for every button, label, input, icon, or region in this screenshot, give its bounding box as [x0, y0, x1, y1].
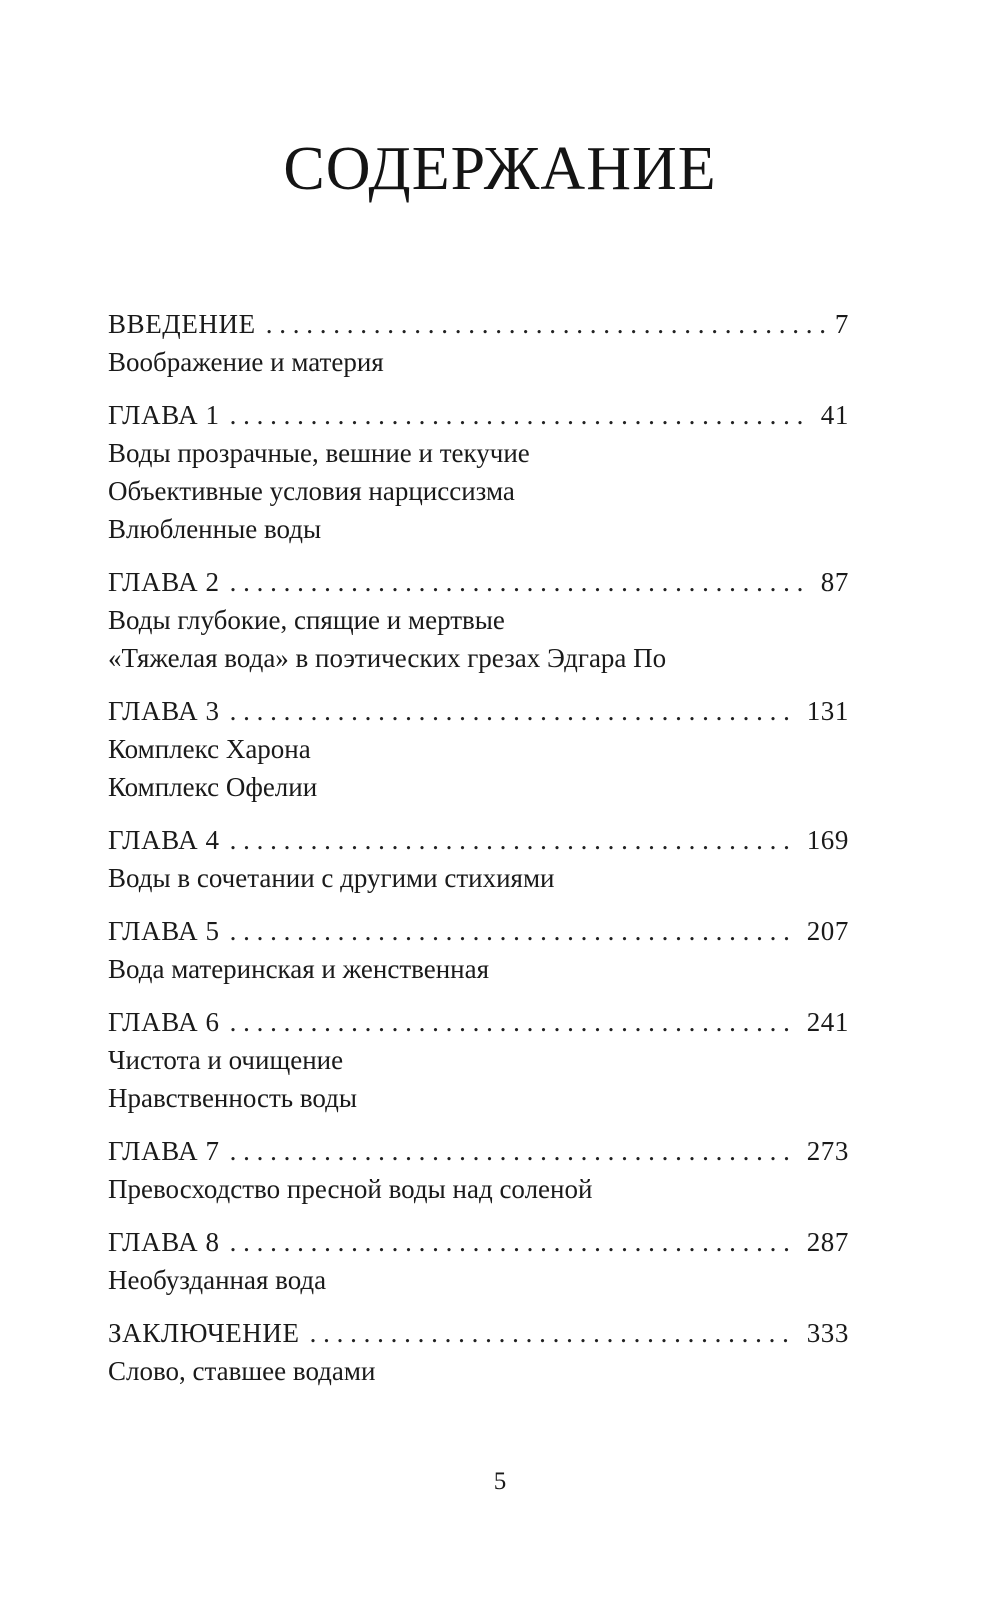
page-number: 5: [493, 1468, 507, 1495]
dot-leader: [230, 821, 797, 859]
toc-heading: ГЛАВА 3: [108, 696, 220, 726]
toc-heading-row: [108, 821, 849, 859]
toc-heading: ГЛАВА 5: [108, 916, 220, 946]
toc-subtitle: Воды прозрачные, вешние и текучие: [108, 438, 530, 468]
dot-leader: [230, 1132, 797, 1170]
dot-leader: [266, 305, 825, 343]
toc-page-number: 169: [806, 825, 849, 855]
toc-entry: [108, 1314, 849, 1390]
toc-page-number: 287: [806, 1227, 849, 1257]
toc-page-number: 131: [806, 696, 849, 726]
toc-subtitle: Нравственность воды: [108, 1083, 358, 1113]
toc-subtitle: Вода материнская и женственная: [108, 954, 490, 984]
toc-subtitle: Необузданная вода: [108, 1265, 327, 1295]
dot-leader: [310, 1314, 797, 1352]
toc-heading-row: [108, 692, 849, 730]
dot-leader: [230, 396, 811, 434]
toc-heading: ЗАКЛЮЧЕНИЕ: [108, 1318, 300, 1348]
toc-heading-row: [108, 1132, 849, 1170]
dot-leader: [230, 1223, 797, 1261]
toc-entry: [108, 912, 849, 988]
toc-entry: [108, 563, 849, 677]
toc-subtitle: «Тяжелая вода» в поэтических грезах Эдгара По: [108, 643, 667, 673]
toc-subtitle: Слово, ставшее водами: [108, 1356, 376, 1386]
toc-entry: [108, 692, 849, 806]
dot-leader: [230, 1003, 797, 1041]
toc-page-number: 241: [806, 1007, 849, 1037]
toc-subtitle: Превосходство пресной воды над соленой: [108, 1174, 593, 1204]
toc-heading: ВВЕДЕНИЕ: [108, 309, 256, 339]
toc-subtitle: Объективные условия нарциссизма: [108, 476, 515, 506]
toc-entry: [108, 1223, 849, 1299]
table-of-contents: [108, 305, 849, 1405]
toc-page-number: 87: [820, 567, 849, 597]
toc-heading: ГЛАВА 7: [108, 1136, 220, 1166]
toc-entry: [108, 305, 849, 381]
toc-heading: ГЛАВА 2: [108, 567, 220, 597]
toc-entry: [108, 1003, 849, 1117]
toc-heading-row: [108, 305, 849, 343]
toc-subtitle: Влюбленные воды: [108, 514, 322, 544]
toc-page-number: 207: [806, 916, 849, 946]
toc-heading-row: [108, 1223, 849, 1261]
page-title: СОДЕРЖАНИЕ: [283, 135, 717, 203]
toc-heading-row: [108, 563, 849, 601]
dot-leader: [230, 563, 811, 601]
toc-page-number: 7: [834, 309, 849, 339]
toc-heading-row: [108, 1003, 849, 1041]
toc-page-number: 41: [820, 400, 849, 430]
dot-leader: [230, 912, 797, 950]
toc-subtitle: Комплекс Офелии: [108, 772, 318, 802]
toc-subtitle: Чистота и очищение: [108, 1045, 344, 1075]
toc-heading-row: [108, 912, 849, 950]
toc-heading: ГЛАВА 4: [108, 825, 220, 855]
toc-subtitle: Комплекс Харона: [108, 734, 311, 764]
toc-subtitle: Воды глубокие, спящие и мертвые: [108, 605, 505, 635]
toc-heading: ГЛАВА 8: [108, 1227, 220, 1257]
toc-page-number: 273: [806, 1136, 849, 1166]
toc-entry: [108, 1132, 849, 1208]
toc-entry: [108, 396, 849, 548]
toc-page-number: 333: [806, 1318, 849, 1348]
toc-heading: ГЛАВА 1: [108, 400, 220, 430]
dot-leader: [230, 692, 797, 730]
toc-heading-row: [108, 1314, 849, 1352]
toc-entry: [108, 821, 849, 897]
toc-heading: ГЛАВА 6: [108, 1007, 220, 1037]
toc-subtitle: Воображение и материя: [108, 347, 384, 377]
toc-subtitle: Воды в сочетании с другими стихиями: [108, 863, 555, 893]
toc-heading-row: [108, 396, 849, 434]
